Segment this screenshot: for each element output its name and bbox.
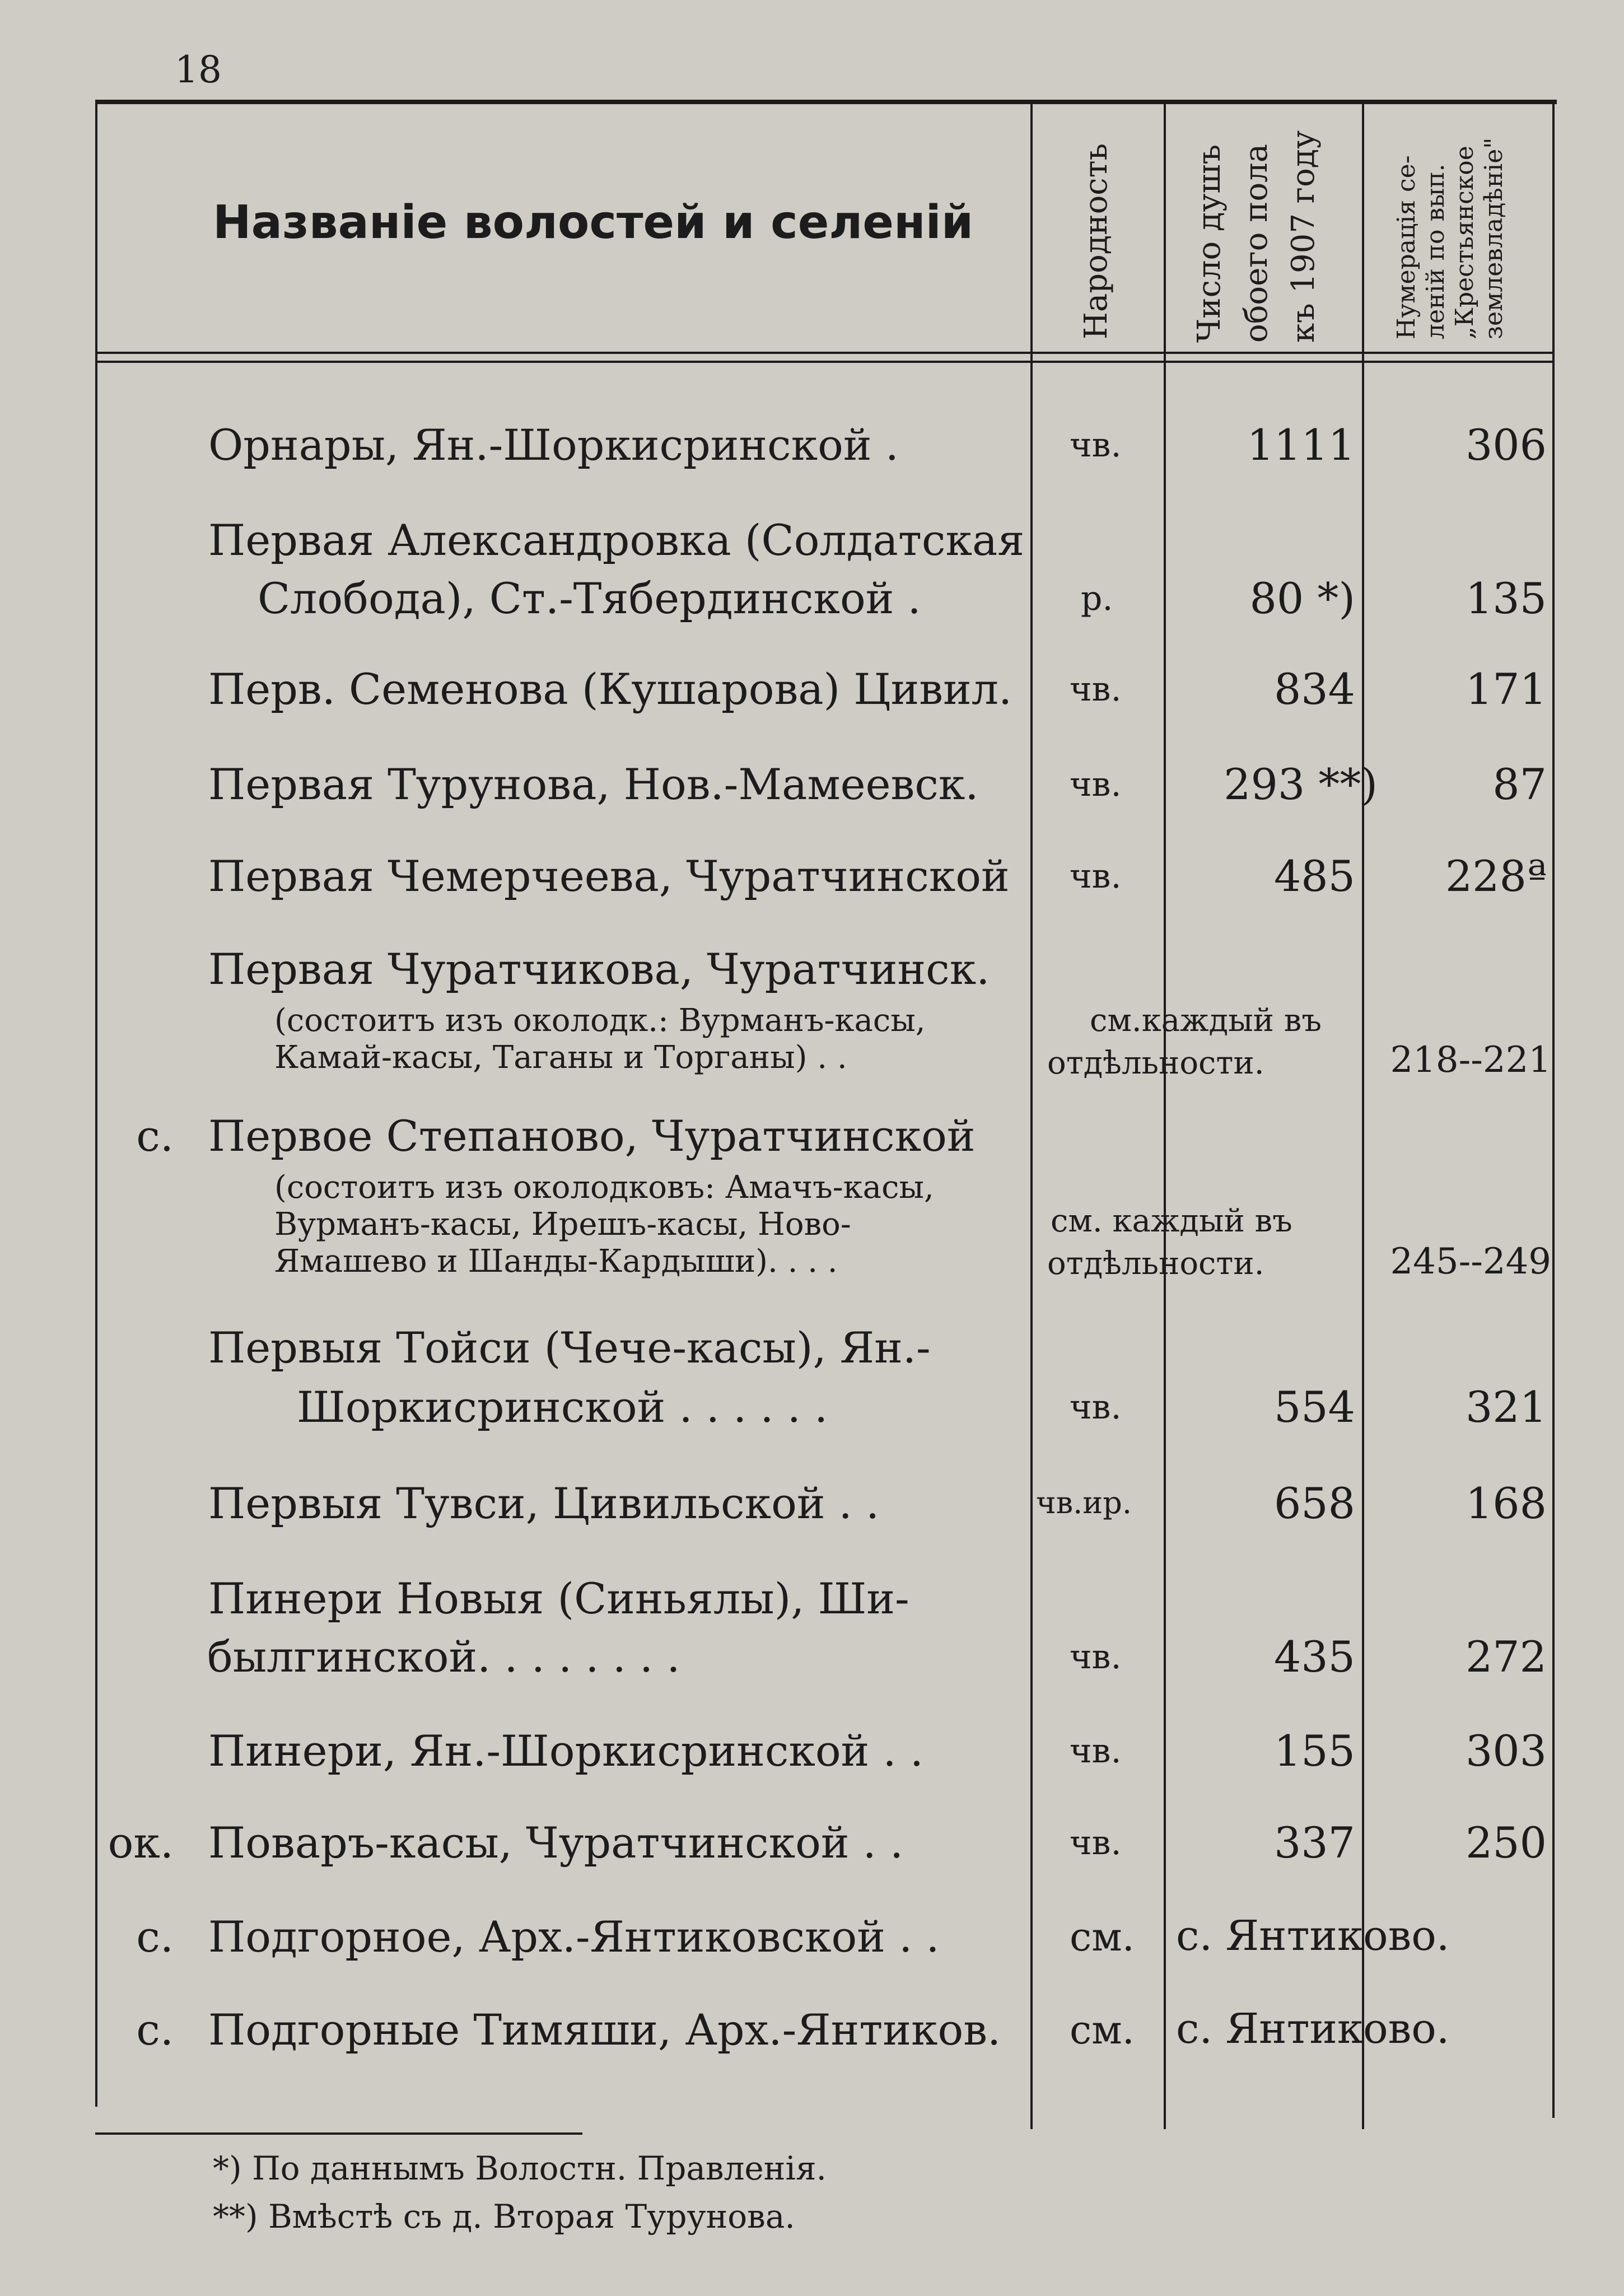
settlement-name: Орнары, Ян.-Шоркисринской .: [208, 420, 899, 470]
settlement-detail: Вурманъ-касы, Ирешъ-касы, Ново-: [274, 1206, 851, 1243]
settlement-number: 245--249: [1390, 1241, 1551, 1282]
settlement-detail: Ямашево и Шанды-Кардыши). . . .: [274, 1243, 838, 1280]
settlement-prefix: с.: [136, 1912, 174, 1962]
settlement-prefix: с.: [136, 1111, 174, 1161]
settlement-number: 306: [1465, 420, 1547, 470]
settlement-detail: (состоитъ изъ околодковъ: Амачъ-касы,: [274, 1169, 934, 1206]
nationality: чв.: [1070, 1732, 1122, 1771]
nationality: см.: [1070, 1914, 1135, 1960]
header-count-line-2: обоего пола: [1238, 143, 1275, 343]
header-number-line-2: леній по вып.: [1421, 164, 1450, 339]
left-border-lower: [95, 640, 97, 2107]
population-count: 554: [1273, 1382, 1355, 1432]
footnote: **) Вмѣстѣ съ д. Вторая Турунова.: [213, 2197, 795, 2236]
header-count-line-1: Число душъ: [1191, 144, 1228, 343]
see-note: отдѣльности.: [1047, 1045, 1264, 1081]
settlement-name: Первыя Тувси, Цивильской . .: [208, 1478, 880, 1528]
page-number: 18: [175, 48, 222, 91]
settlement-name: Первое Степаново, Чуратчинской: [208, 1111, 976, 1161]
settlement-name: Перв. Семенова (Кушарова) Цивил.: [208, 664, 1012, 714]
population-count: 337: [1273, 1818, 1355, 1868]
header-people: Народность: [1078, 143, 1114, 339]
settlement-name: Первыя Тойси (Чече-касы), Ян.-: [208, 1323, 931, 1373]
settlement-name: Подгорные Тимяши, Арх.-Янтиков.: [208, 2005, 1001, 2055]
header-count: [1186, 108, 1327, 343]
nationality: чв.: [1070, 1388, 1122, 1427]
population-count: 834: [1273, 664, 1355, 714]
nationality: чв.: [1070, 857, 1122, 896]
population-count: 658: [1273, 1478, 1355, 1528]
header-rule-1: [95, 352, 1555, 354]
nationality: чв.ир.: [1036, 1485, 1132, 1520]
settlement-name: Пинери Новыя (Синьялы), Ши-: [208, 1574, 909, 1623]
nationality: чв.: [1070, 1823, 1122, 1863]
column-rule-count: [1164, 102, 1166, 2129]
settlement-name-cont: Слобода), Ст.-Тябердинской .: [258, 573, 921, 623]
settlement-name: Пинери, Ян.-Шоркисринской . .: [208, 1726, 923, 1776]
header-number-line-1: Нумерація се-: [1392, 155, 1421, 339]
settlement-name: Подгорное, Арх.-Янтиковской . .: [208, 1912, 940, 1962]
nationality: чв.: [1070, 426, 1122, 465]
left-border-upper: [95, 102, 97, 640]
column-rule-number: [1362, 102, 1364, 2129]
settlement-name-cont: Шоркисринской . . . . . .: [297, 1382, 828, 1432]
population-count: 435: [1273, 1632, 1355, 1682]
see-note: отдѣльности.: [1047, 1245, 1264, 1282]
column-rule-people: [1030, 102, 1033, 2129]
settlement-number: 87: [1492, 759, 1547, 809]
settlement-prefix: ок.: [108, 1818, 174, 1868]
header-rule-2: [95, 361, 1555, 363]
population-count: 80 *): [1249, 573, 1355, 623]
population-count: 1111: [1247, 420, 1355, 470]
see-note: с. Янтиково.: [1176, 1912, 1450, 1960]
header-number-line-4: землевладѣніе": [1480, 137, 1508, 339]
settlement-number: 250: [1465, 1818, 1547, 1868]
settlement-name-cont: былгинской. . . . . . . .: [207, 1632, 680, 1682]
settlement-number: 228ª: [1445, 851, 1547, 901]
settlement-name: Поваръ-касы, Чуратчинской . .: [208, 1818, 904, 1868]
footnote-rule: [95, 2132, 582, 2135]
header-number: [1392, 137, 1509, 339]
header-number-line-3: „Крестьянское: [1450, 146, 1479, 339]
settlement-detail: Камай-касы, Таганы и Торганы) . .: [274, 1039, 847, 1076]
settlement-name: Первая Чуратчикова, Чуратчинск.: [208, 944, 990, 994]
table-top-rule: [95, 100, 1557, 104]
nationality: чв.: [1070, 670, 1122, 709]
nationality: см.: [1070, 2007, 1135, 2053]
see-note: см. каждый въ: [1051, 1203, 1292, 1239]
nationality: чв.: [1070, 765, 1122, 804]
settlement-name: Первая Чемерчеева, Чуратчинской: [208, 851, 1010, 901]
see-note: см.каждый въ: [1090, 1002, 1322, 1039]
population-count: 485: [1273, 851, 1355, 901]
settlement-name: Первая Турунова, Нов.-Мамеевск.: [208, 759, 979, 809]
settlement-number: 171: [1465, 664, 1547, 714]
nationality: р.: [1081, 579, 1113, 618]
right-border: [1552, 102, 1555, 2118]
population-count: 293 **): [1224, 759, 1378, 809]
table-title: Названіе волостей и селеній: [213, 196, 974, 249]
settlement-number: 168: [1465, 1478, 1547, 1528]
settlement-number: 272: [1465, 1632, 1547, 1682]
settlement-number: 218--221: [1390, 1039, 1551, 1081]
nationality: чв.: [1070, 1637, 1122, 1677]
settlement-name: Первая Александровка (Солдатская: [208, 515, 1025, 565]
footnote: *) По даннымъ Волостн. Правленія.: [213, 2149, 827, 2187]
settlement-number: 321: [1465, 1382, 1547, 1432]
header-count-line-3: къ 1907 году: [1285, 130, 1322, 343]
settlement-number: 303: [1465, 1726, 1547, 1776]
population-count: 155: [1273, 1726, 1355, 1776]
settlement-number: 135: [1465, 573, 1547, 623]
see-note: с. Янтиково.: [1176, 2005, 1450, 2053]
settlement-detail: (состоитъ изъ околодк.: Вурманъ-касы,: [274, 1002, 926, 1039]
settlement-prefix: с.: [136, 2005, 174, 2055]
